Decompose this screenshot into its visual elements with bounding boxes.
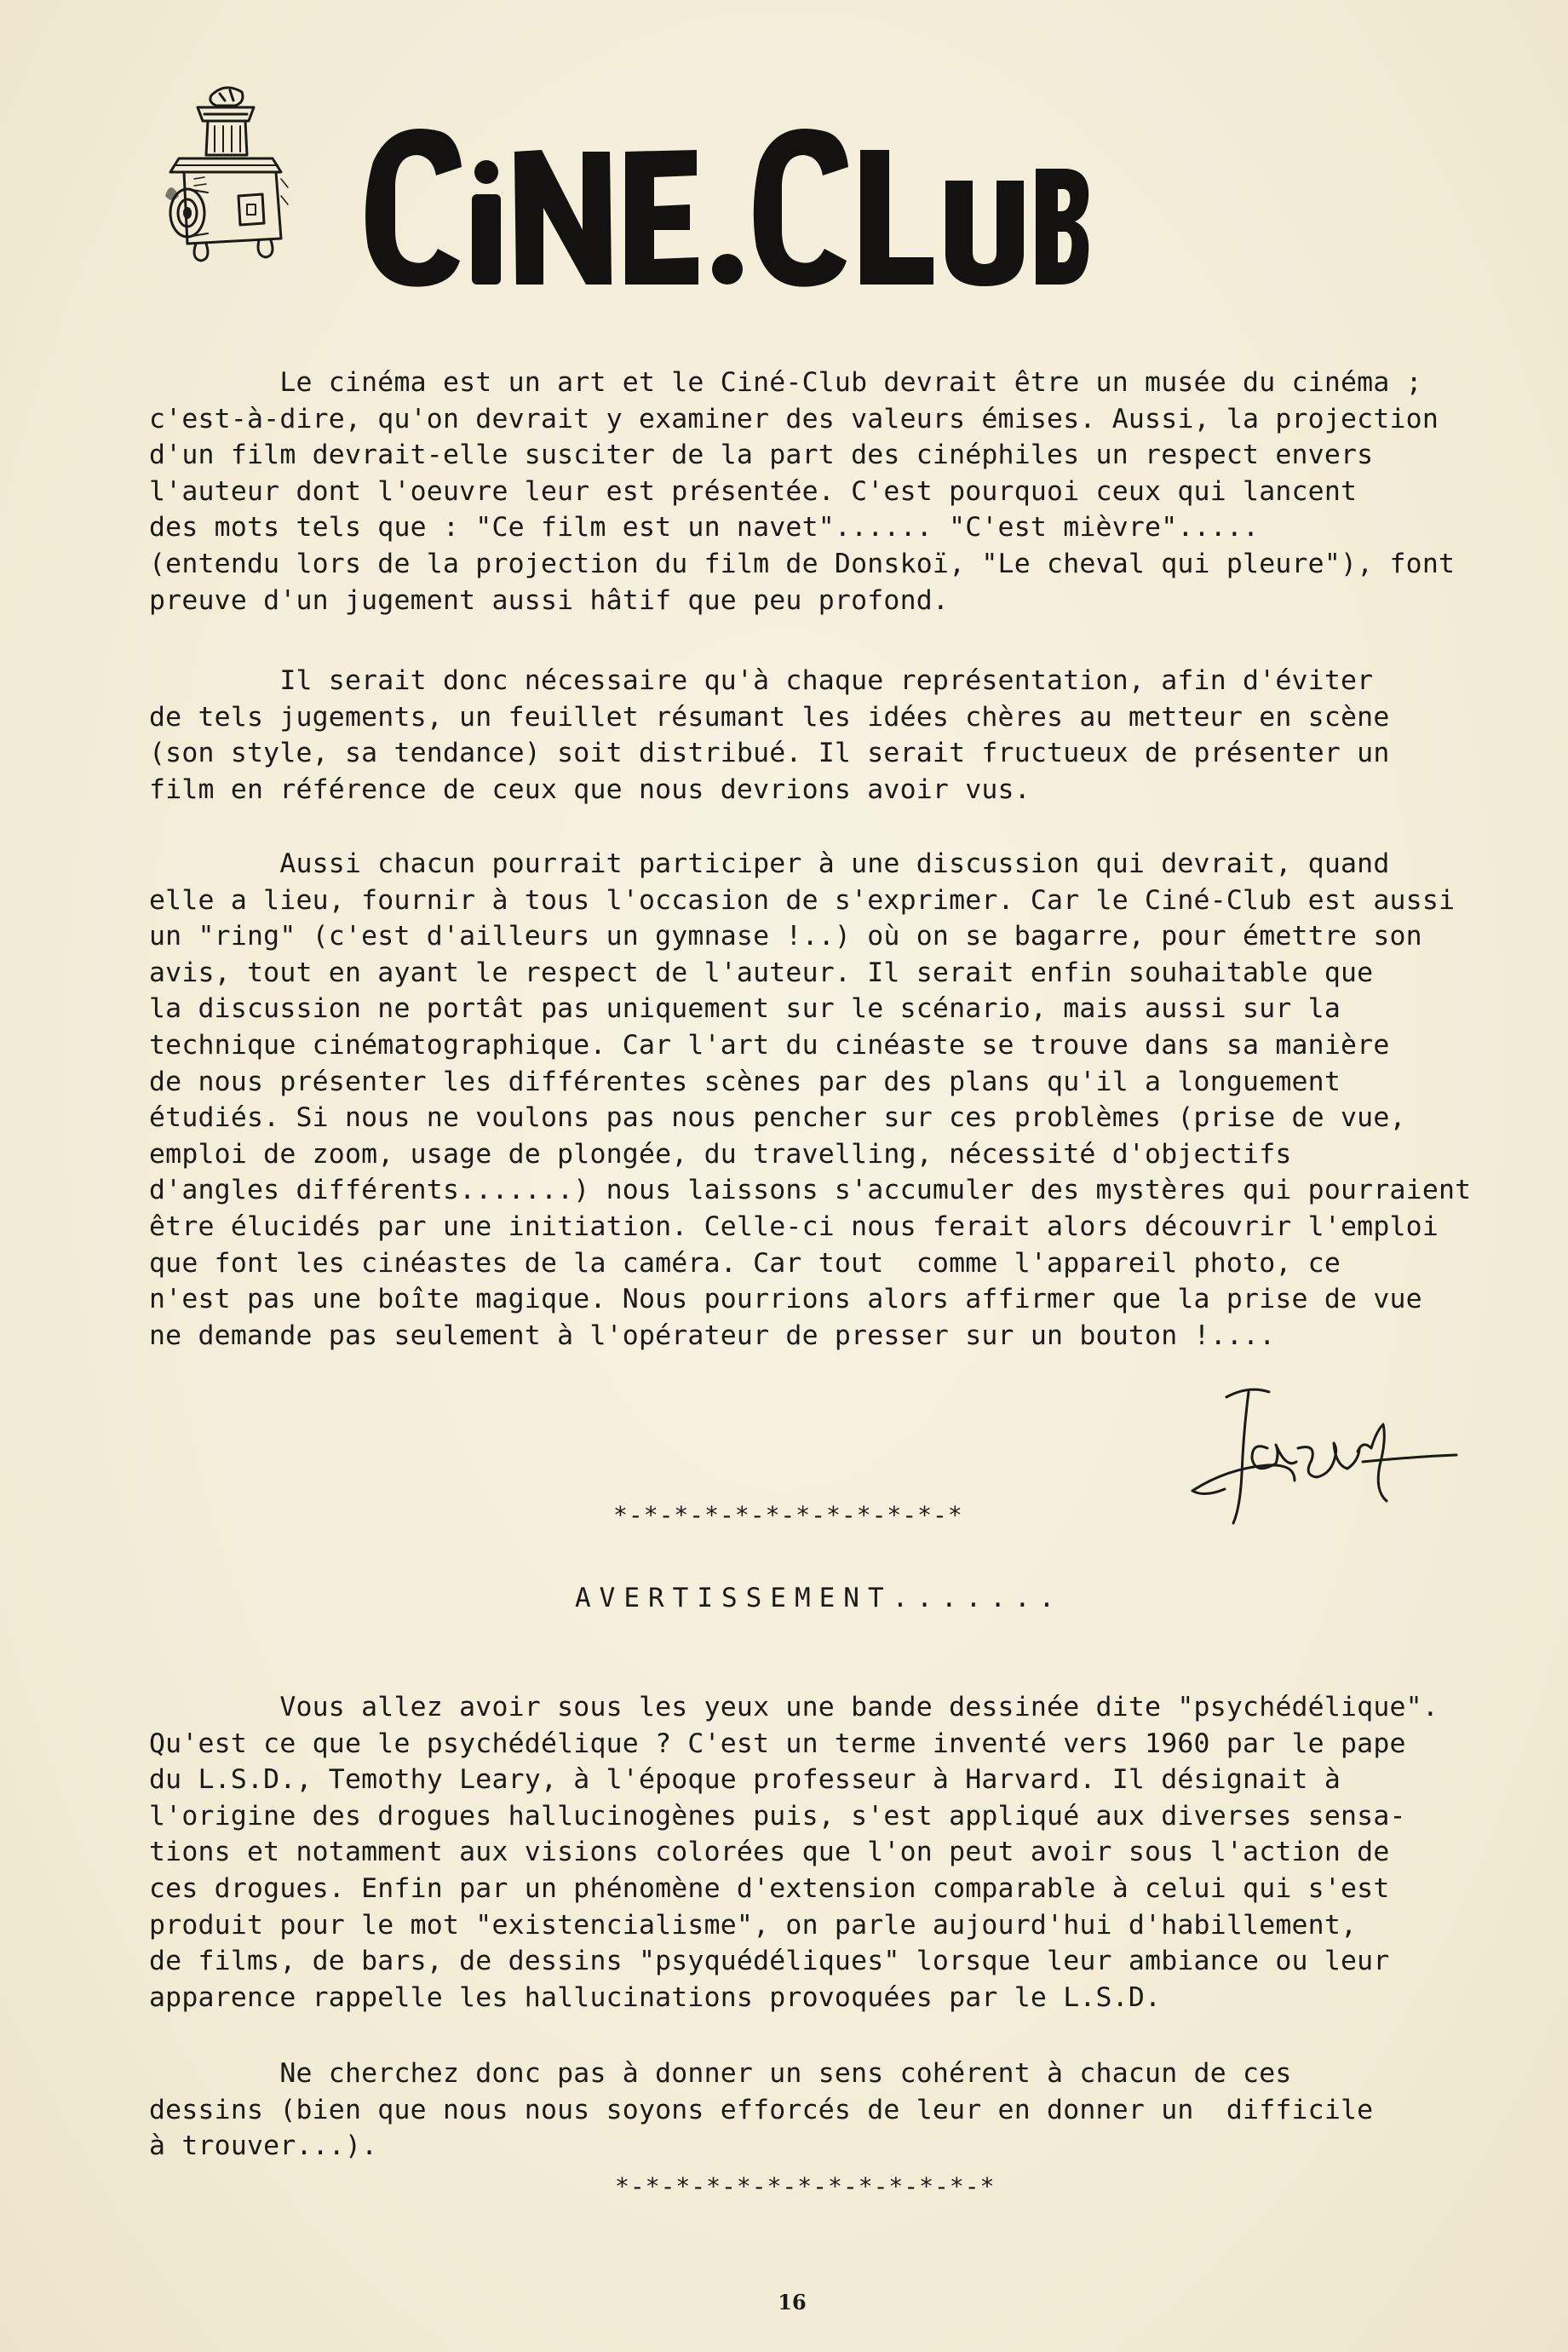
notice-paragraph: Vous allez avoir sous les yeux une bande dessinée dite "psychédélique". Qu'est ce que le psychédélique ? C'est un terme inventé vers 1960 par le pape du L.S.D., Temothy Leary, à l'époque professeur à Harvard. Il désignait à l'origine des drogues hallucinogènes puis, s'est appliqué aux diverses sensa- tions et notamment aux visions colorées que l'on peut avoir sous l'action de ces drogues. Enfin par un phénomène d'extension comparable à celui qui s'est produit pour le mot "existencialisme", on parle aujourd'hui d'habillement, de films, de bars, de dessins "psyquédéliques" lorsque leur ambiance ou leur apparence rappelle les hallucinations provoquées par le L.S.D. [149,1692,1439,2013]
article-paragraph: Il serait donc nécessaire qu'à chaque représentation, afin d'éviter de tels jugements, un feuillet résumant les idées chères au metteur en scène (son style, sa tendance) soit distribué. Il serait fructueux de présenter un film en référence de ceux que nous devrions avoir vus. [149,665,1390,805]
section-separator: *-*-*-*-*-*-*-*-*-*-*-* [613,1501,963,1529]
handwritten-signature [1167,1380,1473,1533]
page-number: 16 [778,2290,807,2315]
notice-paragraph: Ne cherchez donc pas à donner un sens cohérent à chacun de ces dessins (bien que nous nous soyons efforcés de leur en donner un difficile à trouver...). [149,2058,1374,2162]
header [153,77,937,290]
article-paragraph: Aussi chacun pourrait participer à une discussion qui devrait, quand elle a lieu, fournir à tous l'occasion de s'exprimer. Car le Ciné-Club est aussi un "ring" (c'est d'ailleurs un gymnase !..) où on se bagarre, pour émettre son avis, tout en ayant le respect de l'auteur. Il serait enfin souhaitable que la discussion ne portât pas uniquement sur le scénario, mais aussi sur la technique cinématographique. Car l'art du cinéaste se trouve dans sa manière de nous présenter les différentes scènes par des plans qu'il a longuement étudiés. Si nous ne voulons pas nous pencher sur ces problèmes (prise de vue, emploi de zoom, usage de plongée, du travelling, nécessité d'objectifs d'angles différents.......) nous laissons s'accumuler des mystères qui pourraient être élucidés par une initiation. Celle-ci nous ferait alors découvrir l'emploi que font les cinéastes de la caméra. Car tout comme l'appareil photo, ce n'est pas une boîte magique. Nous pourrions alors affirmer que la prise de vue ne demande pas seulement à l'opérateur de presser sur un bouton !.... [149,848,1472,1351]
article-paragraph: Le cinéma est un art et le Ciné-Club devrait être un musée du cinéma ; c'est-à-dire, qu'on devrait y examiner des valeurs émises. Aussi, la projection d'un film devrait-elle susciter de la part des cinéphiles un respect envers l'auteur dont l'oeuvre leur est présentée. C'est pourquoi ceux qui lancent des mots tels que : "Ce film est un navet"...... "C'est mièvre"..... (entendu lors de la projection du film de Donskoï, "Le cheval qui pleure"), font preuve d'un jugement aussi hâtif que peu profond. [149,367,1456,616]
masthead-title [358,102,1090,298]
film-projector-sketch-icon [153,77,349,290]
section-separator: *-*-*-*-*-*-*-*-*-*-*-*-* [615,2172,996,2200]
notice-heading: AVERTISSEMENT....... [575,1583,1064,1613]
